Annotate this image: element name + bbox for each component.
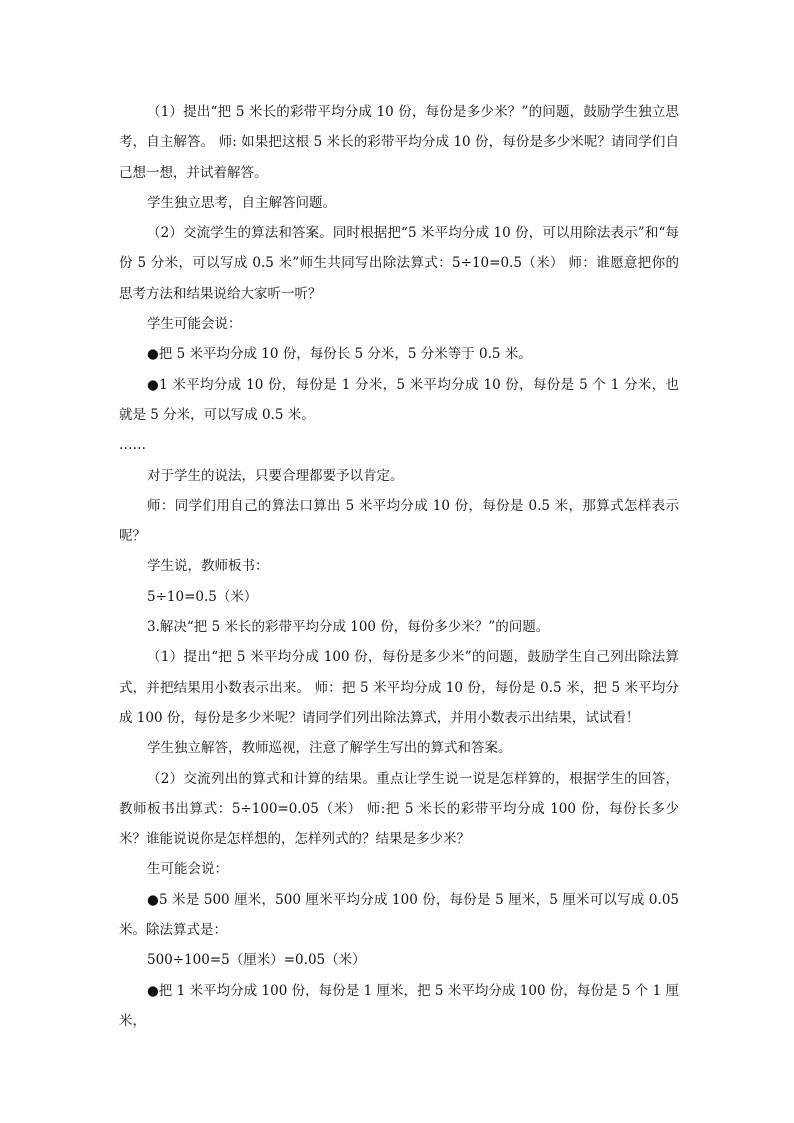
paragraph: 学生说，教师板书： — [147, 558, 269, 575]
paragraph: （1）提出“把 5 米平均分成 100 份，每份是多少米”的问题，鼓励学生自己列出除法算式，并把结果用小数表示出来。 师：把 5 米平均分成 10 份，每份是 0.5 米，把 5 米平均分成 100 份，每份是多少米呢？请同学们列出除法算式，并用小数表示出结果，试试看！ — [119, 649, 679, 726]
paragraph: 5÷10=0.5（米） — [147, 588, 258, 605]
paragraph: 学生独立解答，教师巡视，注意了解学生写出的算式和答案。 — [147, 740, 512, 757]
paragraph: 500÷100=5（厘米）=0.05（米） — [147, 952, 366, 969]
paragraph: 生可能会说： — [147, 861, 228, 878]
paragraph: （2）交流学生的算法和答案。同时根据把“5 米平均分成 10 份，可以用除法表示”和“每份 5 分米，可以写成 0.5 米”师生共同写出除法算式：5÷10=0.5（米） 师：谁愿意把你的思考方法和结果说给大家听一听？ — [119, 225, 679, 302]
paragraph: 3.解决“把 5 米长的彩带平均分成 100 份，每份多少米？”的问题。 — [147, 619, 550, 636]
paragraph: ●把 1 米平均分成 100 份，每份是 1 厘米，把 5 米平均分成 100 份，每份是 5 个 1 厘米， — [119, 982, 679, 1029]
paragraph: ●把 5 米平均分成 10 份，每份长 5 分米，5 分米等于 0.5 米。 — [147, 346, 532, 363]
paragraph: （2）交流列出的算式和计算的结果。重点让学生说一说是怎样算的，根据学生的回答，教师板书出算式：5÷100=0.05（米） 师:把 5 米长的彩带平均分成 100 份，每份长多少米？谁能说说你是怎样想的，怎样列式的？结果是多少米？ — [119, 770, 679, 848]
paragraph: （1）提出“把 5 米长的彩带平均分成 10 份，每份是多少米？”的问题，鼓励学生独立思考，自主解答。 师: 如果把这根 5 米长的彩带平均分成 10 份，每份是多少米呢？请同学们自己想一想，并试着解答。 — [119, 104, 679, 181]
document-body — [119, 97, 679, 1036]
paragraph: 对于学生的说法，只要合理都要予以肯定。 — [147, 467, 404, 484]
paragraph: 师：同学们用自己的算法口算出 5 米平均分成 10 份，每份是 0.5 米，那算式怎样表示呢？ — [119, 497, 679, 545]
paragraph: 学生可能会说： — [147, 316, 242, 333]
paragraph: 学生独立思考，自主解答问题。 — [147, 194, 336, 211]
paragraph: …… — [119, 437, 146, 454]
paragraph: ●1 米平均分成 10 份，每份是 1 分米，5 米平均分成 10 份，每份是 5 个 1 分米，也就是 5 分米，可以写成 0.5 米。 — [119, 376, 679, 423]
paragraph: ●5 米是 500 厘米，500 厘米平均分成 100 份，每份是 5 厘米，5 厘米可以写成 0.05 米。除法算式是： — [119, 891, 679, 939]
